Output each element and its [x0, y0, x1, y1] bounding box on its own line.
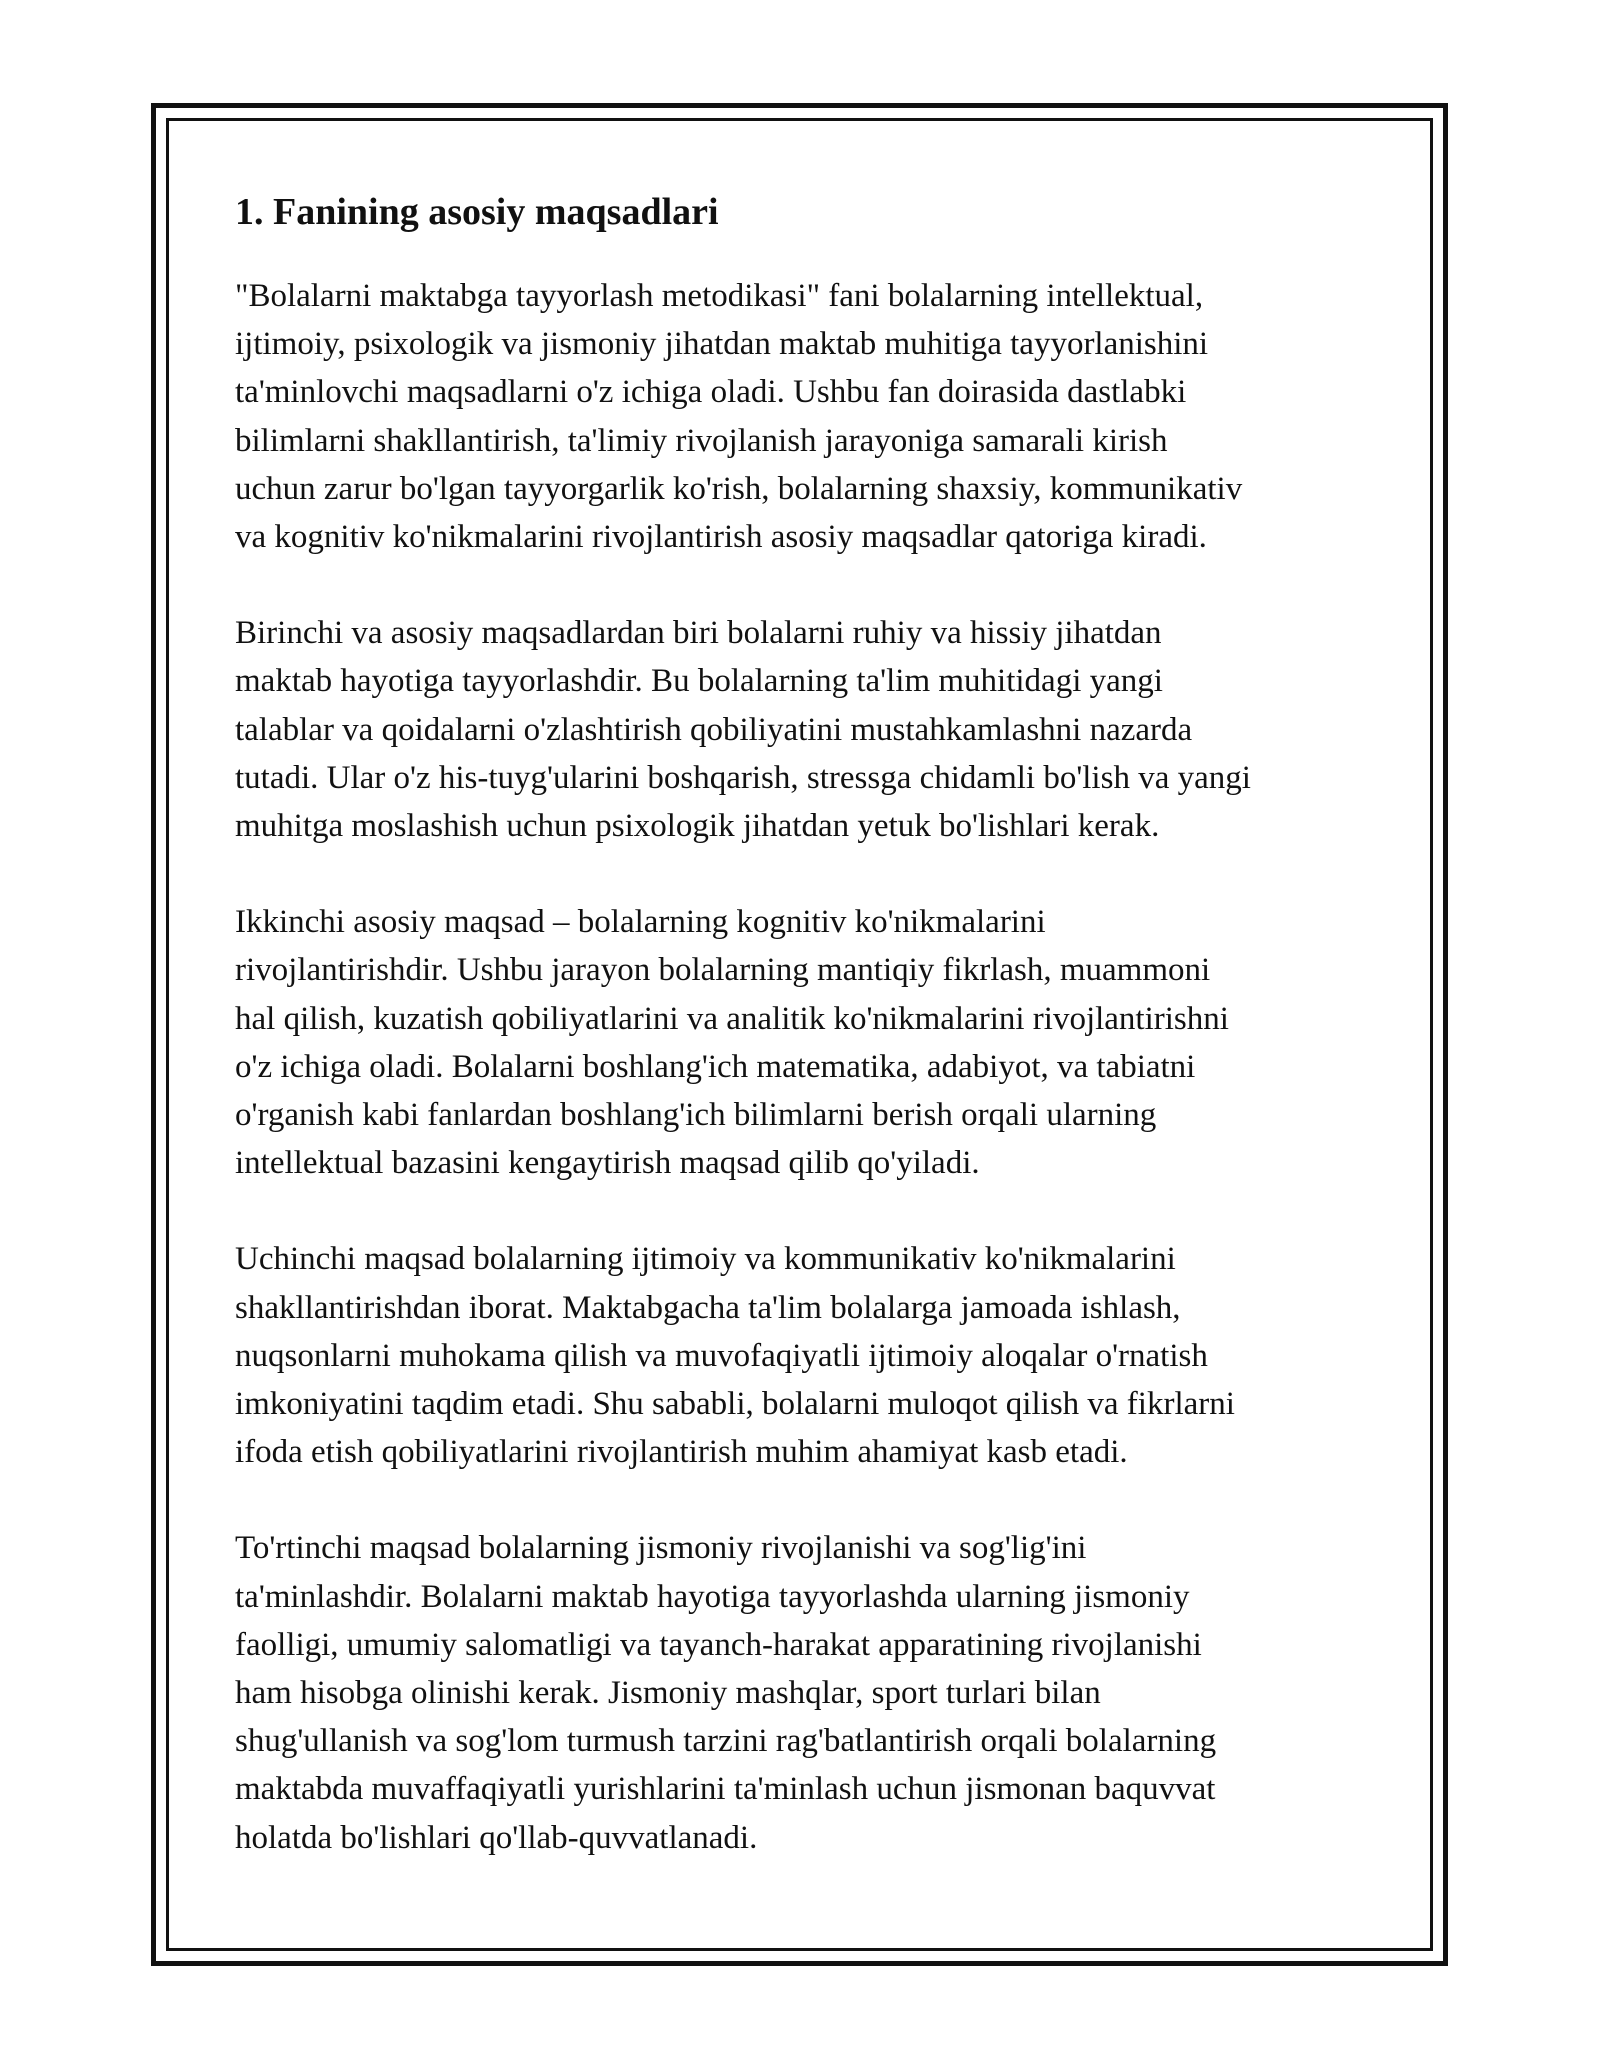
- paragraph-third-goal: Uchinchi maqsad bolalarning ijtimoiy va kommunikativ ko'nikmalarini shakllantirishdan iborat. Maktabgacha ta'lim bolalarga jamoada ishlash, nuqsonlarni muhokama qilish va muvofaqiyatli ijtimoiy aloqalar o'rnatish imkoniyatini taqdim etadi. Shu sababli, bolalarni muloqot qilish va fikrlarni ifoda etish qobiliyatlarini rivojlantirish muhim ahamiyat kasb etadi.: [235, 1241, 1235, 1471]
- document-body: [235, 190, 1375, 1910]
- section-heading: 1. Fanining asosiy maqsadlari: [235, 191, 719, 233]
- paragraph-first-goal: Birinchi va asosiy maqsadlardan biri bolalarni ruhiy va hissiy jihatdan maktab hayotiga tayyorlashdir. Bu bolalarning ta'lim muhitidagi yangi talablar va qoidalarni o'zlashtirish qobiliyatini mustahkamlashni nazarda tutadi. Ular o'z his-tuyg'ularini boshqarish, stressga chidamli bo'lish va yangi muhitga moslashish uchun psixologik jihatdan yetuk bo'lishlari kerak.: [235, 615, 1251, 845]
- paragraph-intro: "Bolalarni maktabga tayyorlash metodikasi" fani bolalarning intellektual, ijtimoiy, psixologik va jismoniy jihatdan maktab muhitiga tayyorlanishini ta'minlovchi maqsadlarni o'z ichiga oladi. Ushbu fan doirasida dastlabki bilimlarni shakllantirish, ta'limiy rivojlanish jarayoniga samarali kirish uchun zarur bo'lgan tayyorgarlik ko'rish, bolalarning shaxsiy, kommunikativ va kognitiv ko'nikmalarini rivojlantirish asosiy maqsadlar qatoriga kiradi.: [235, 278, 1243, 556]
- paragraph-second-goal: Ikkinchi asosiy maqsad – bolalarning kognitiv ko'nikmalarini rivojlantirishdir. Ushbu jarayon bolalarning mantiqiy fikrlash, muammoni hal qilish, kuzatish qobiliyatlarini va analitik ko'nikmalarini rivojlantirishni o'z ichiga oladi. Bolalarni boshlang'ich matematika, adabiyot, va tabiatni o'rganish kabi fanlardan boshlang'ich bilimlarni berish orqali ularning intellektual bazasini kengaytirish maqsad qilib qo'yiladi.: [235, 904, 1229, 1182]
- paragraph-fourth-goal: To'rtinchi maqsad bolalarning jismoniy rivojlanishi va sog'lig'ini ta'minlashdir. Bolalarni maktab hayotiga tayyorlashda ularning jismoniy faolligi, umumiy salomatligi va tayanch-harakat apparatining rivojlanishi ham hisobga olinishi kerak. Jismoniy mashqlar, sport turlari bilan shug'ullanish va sog'lom turmush tarzini rag'batlantirish orqali bolalarning maktabda muvaffaqiyatli yurishlarini ta'minlash uchun jismonan baquvvat holatda bo'lishlari qo'llab-quvvatlanadi.: [235, 1530, 1217, 1856]
